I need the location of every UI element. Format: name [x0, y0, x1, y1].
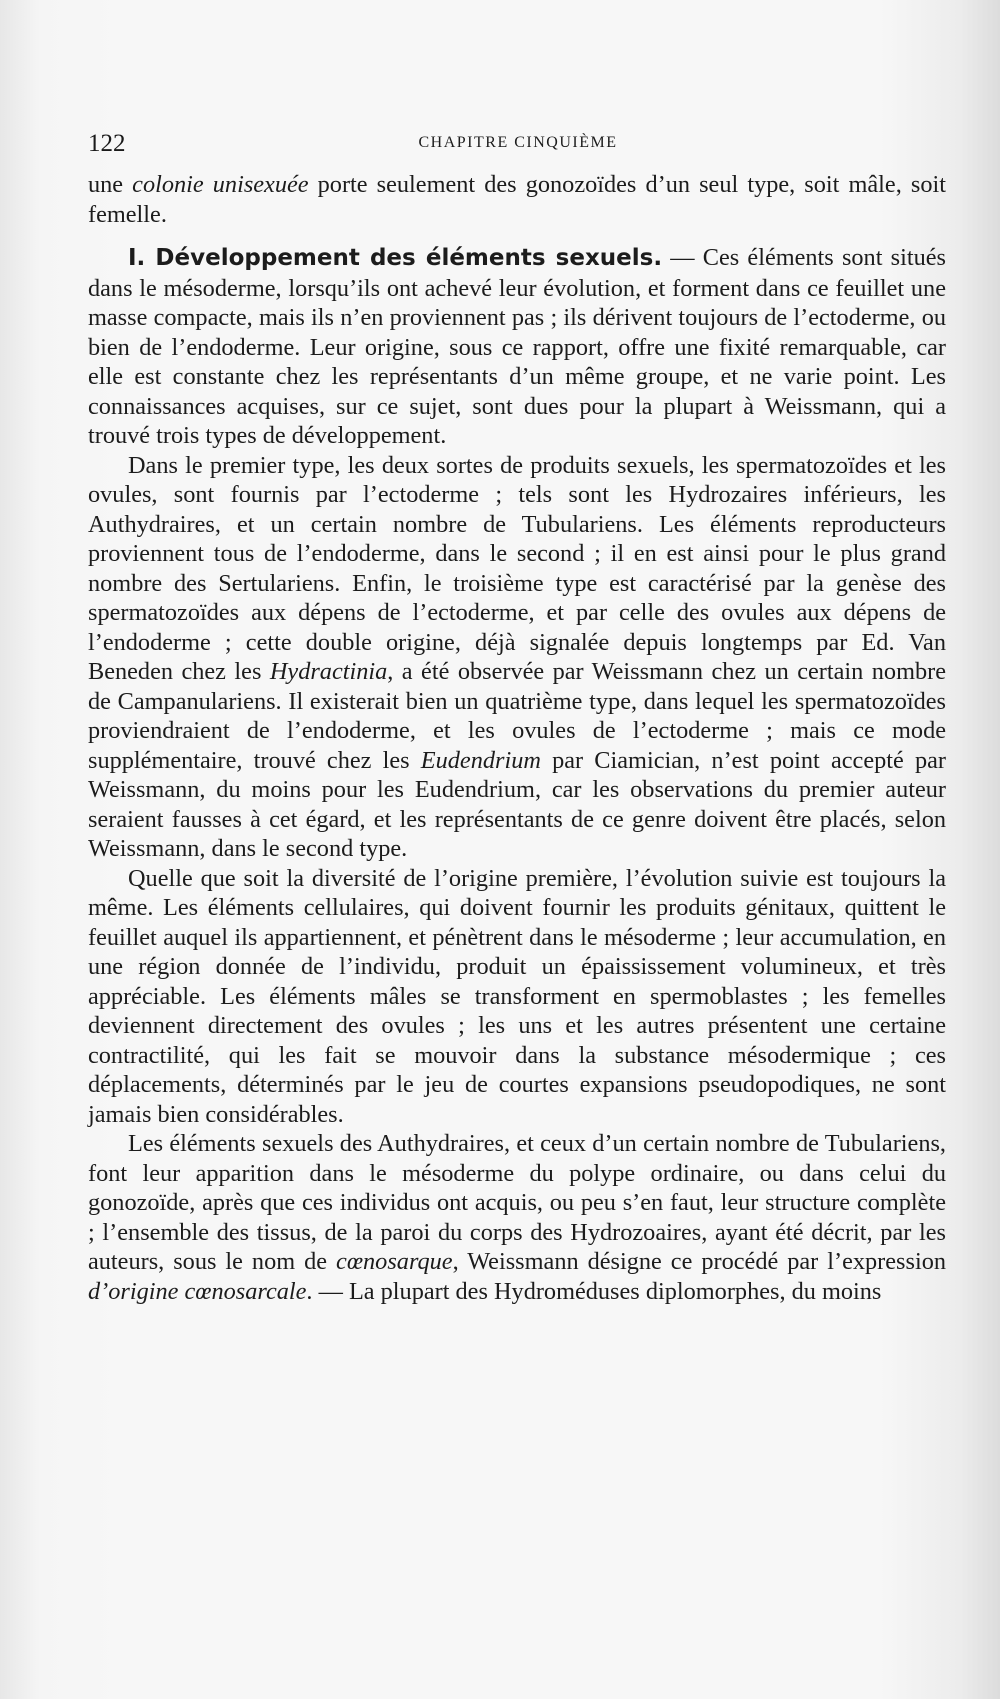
italic-term: d’origine cœnosarcale [88, 1277, 307, 1305]
text-run: , a été observée par Weissmann chez un certain nombre de Campanulariens. Il existerait bien un quatrième type, dans lequel les spermatozoïdes proviendraient de l’endoderme, et les ovules de l’ectoderme ; mais ce mode supplémentaire, trouvé chez les [88, 658, 946, 774]
italic-term: Hydractinia [269, 658, 388, 685]
text-run: une [88, 171, 133, 198]
paragraph-continuation [88, 170, 946, 229]
text-run: Dans le premier type, les deux sortes de produits sexuels, les spermatozoïdes et les ovules, sont fournis par l’ectoderme ; tels sont les Hydrozaires inférieurs, les Authydraires, et un certain nombre de Tubulariens. Les éléments reproducteurs proviennent tous de l’endoderme, dans le second ; il en est ainsi pour le plus grand nombre des Sertulariens. Enfin, le troisième type est caractérisé par la genèse des spermatozoïdes aux dépens de l’ectoderme, et par celle des ovules aux dépens de l’endoderme ; cette double origine, déjà signalée depuis longtemps par Ed. Van Beneden chez les [88, 451, 946, 685]
paragraph [88, 451, 946, 864]
text-run: par Ciamician, n’est point accepté par Weissmann, du moins pour les Eudendrium, car les observations du premier auteur seraient fausses à cet égard, et les représentants de ce genre doivent être placés, selon Weissmann, dans le second type. [88, 746, 946, 862]
section-paragraph [88, 243, 946, 451]
page-number: 122 [88, 130, 126, 157]
text-run: . — La plupart des Hydroméduses diplomorphes, du moins [306, 1277, 882, 1305]
text-run: Quelle que soit la diversité de l’origine première, l’évolution suivie est toujours la même. Les éléments cellulaires, qui doivent fournir les produits génitaux, quittent le feuillet auquel ils appartiennent, et pénètrent dans le mésoderme ; leur accumulation, en une région donnée de l’individu, produit un épaississement volumineux, et très appréciable. Les éléments mâles se transforment en spermoblastes ; les femelles deviennent directement des ovules ; les uns et les autres présentent une certaine contractilité, qui les fait se mouvoir dans la substance mésodermique ; ces déplacements, déterminés par le jeu de courtes expansions pseudopodiques, ne sont jamais bien considérables. [88, 864, 946, 1128]
section-heading: I. Développement des éléments sexuels. [128, 245, 663, 271]
body-text [88, 170, 946, 1306]
italic-term: cœnosarque [336, 1248, 453, 1275]
italic-term: colonie unisexuée [132, 171, 309, 198]
text-run: porte seulement des gonozoïdes d’un seul type, soit mâle, soit femelle. [88, 171, 946, 228]
text-run: — Ces éléments sont situés dans le mésoderme, lorsqu’ils ont achevé leur évolution, et forment dans ce feuillet une masse compacte, mais ils n’en proviennent pas ; ils dérivent toujours de l’ectoderme, ou bien de l’endoderme. Leur origine, sous ce rapport, offre une fixité remarquable, car elle est constante chez les représentants d’un même groupe, et ne varie point. Les connaissances acquises, sur ce sujet, sont dues pour la plupart à Weissmann, qui a trouvé trois types de développement. [88, 244, 946, 449]
running-head [88, 130, 948, 160]
italic-term: Eudendrium [420, 746, 541, 774]
text-run: Les éléments sexuels des Authydraires, et ceux d’un certain nombre de Tubulariens, font leur apparition dans le mésoderme du polype ordinaire, ou dans celui du gonozoïde, après que ces individus ont acquis, ou peu s’en faut, leur structure complète ; l’ensemble des tissus, de la paroi du corps des Hydrozoaires, ayant été décrit, par les auteurs, sous le nom de [88, 1130, 946, 1275]
paragraph [88, 864, 946, 1130]
running-title: CHAPITRE CINQUIÈME [418, 134, 618, 151]
paragraph [88, 1129, 946, 1306]
text-run: , Weissmann désigne ce procédé par l’expression [452, 1248, 946, 1275]
